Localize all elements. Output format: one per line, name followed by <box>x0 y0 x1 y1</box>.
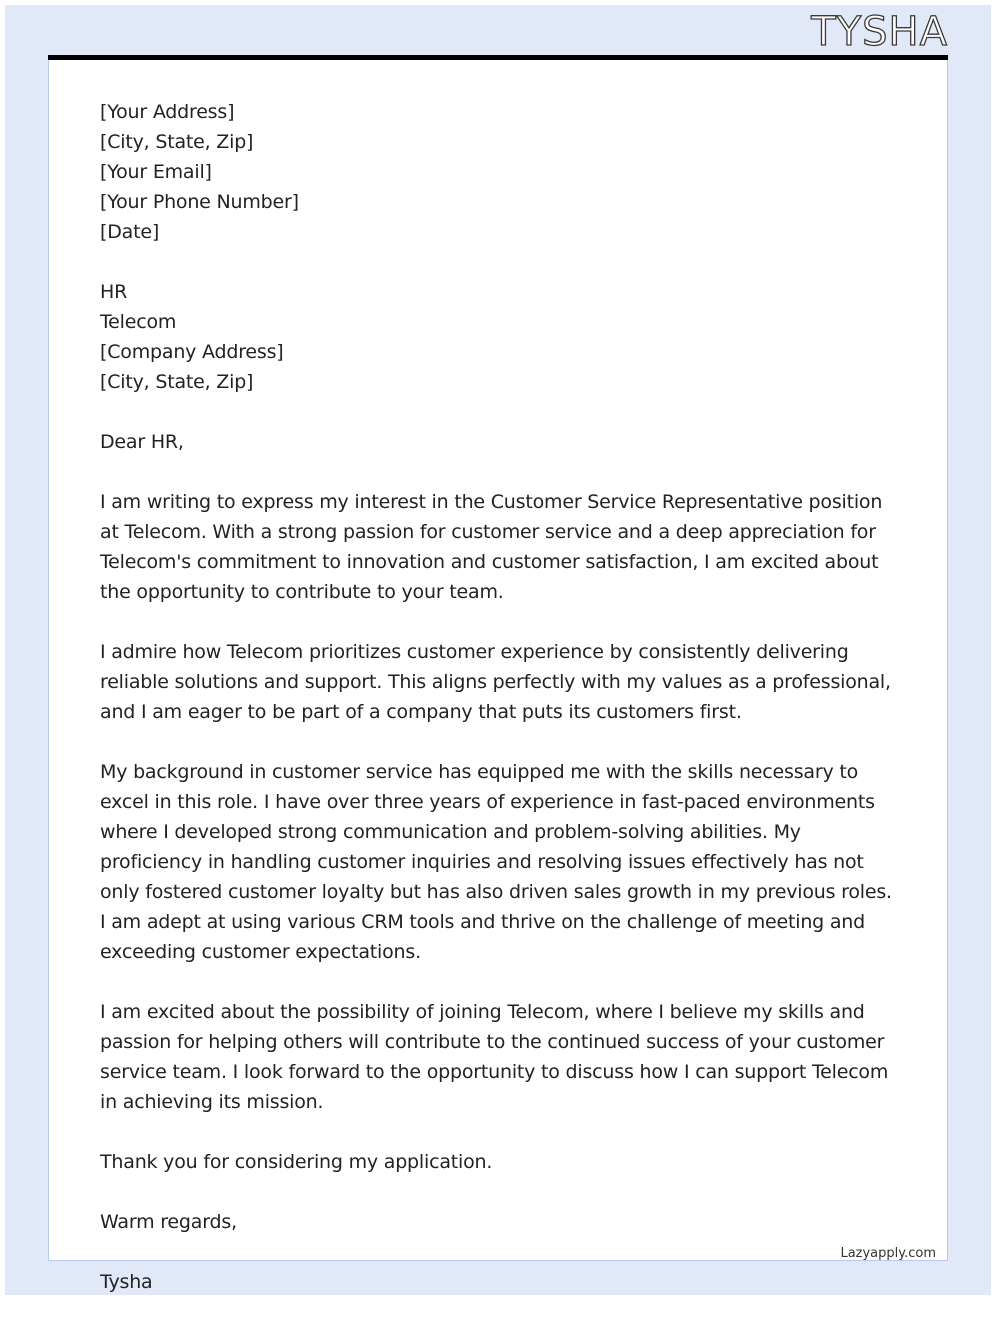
recipient-name: HR <box>100 281 128 303</box>
paragraph-company: I admire how Telecom prioritizes customer experience by consistently delivering reliable solutions and support. This aligns perfectly with my values as a professional, and I am eager to be part of a company that puts its customers first. <box>100 641 891 723</box>
paragraph-closing-pitch: I am excited about the possibility of joining Telecom, where I believe my skills and passion for helping others will contribute to the continued success of your customer service team. I look forward to the opportunity to discuss how I can support Telecom in achieving its mission. <box>100 1001 889 1113</box>
paragraph-intro: I am writing to express my interest in the Customer Service Representative position at Telecom. With a strong passion for customer service and a deep appreciation for Telecom's commitment to innovation and customer satisfaction, I am excited about the opportunity to contribute to your team. <box>100 491 883 603</box>
sender-email: [Your Email] <box>100 161 212 183</box>
letter-date: [Date] <box>100 221 160 243</box>
signature: Tysha <box>100 1271 153 1293</box>
sender-city-state-zip: [City, State, Zip] <box>100 131 254 153</box>
recipient-city-state-zip: [City, State, Zip] <box>100 371 254 393</box>
salutation: Dear HR, <box>100 431 184 453</box>
sender-address: [Your Address] <box>100 101 235 123</box>
paragraph-background: My background in customer service has equipped me with the skills necessary to excel in this role. I have over three years of experience in fast-paced environments where I developed strong communication and problem-solving abilities. My proficiency in handling customer inquiries and resolving issues effectively has not only fostered customer loyalty but has also driven sales growth in my previous roles. I am adept at using various CRM tools and thrive on the challenge of meeting and exceeding customer expectations. <box>100 761 892 963</box>
cover-letter <box>100 97 900 1327</box>
recipient-company: Telecom <box>100 311 177 333</box>
recipient-address: [Company Address] <box>100 341 284 363</box>
sender-block <box>100 97 900 247</box>
paragraph-thanks: Thank you for considering my application. <box>100 1151 493 1173</box>
footer-site-label: Lazyapply.com <box>840 1246 936 1261</box>
closing: Warm regards, <box>100 1211 237 1233</box>
sender-phone: [Your Phone Number] <box>100 191 299 213</box>
recipient-block <box>100 277 900 397</box>
brand-logo: TYSHA <box>811 9 948 55</box>
